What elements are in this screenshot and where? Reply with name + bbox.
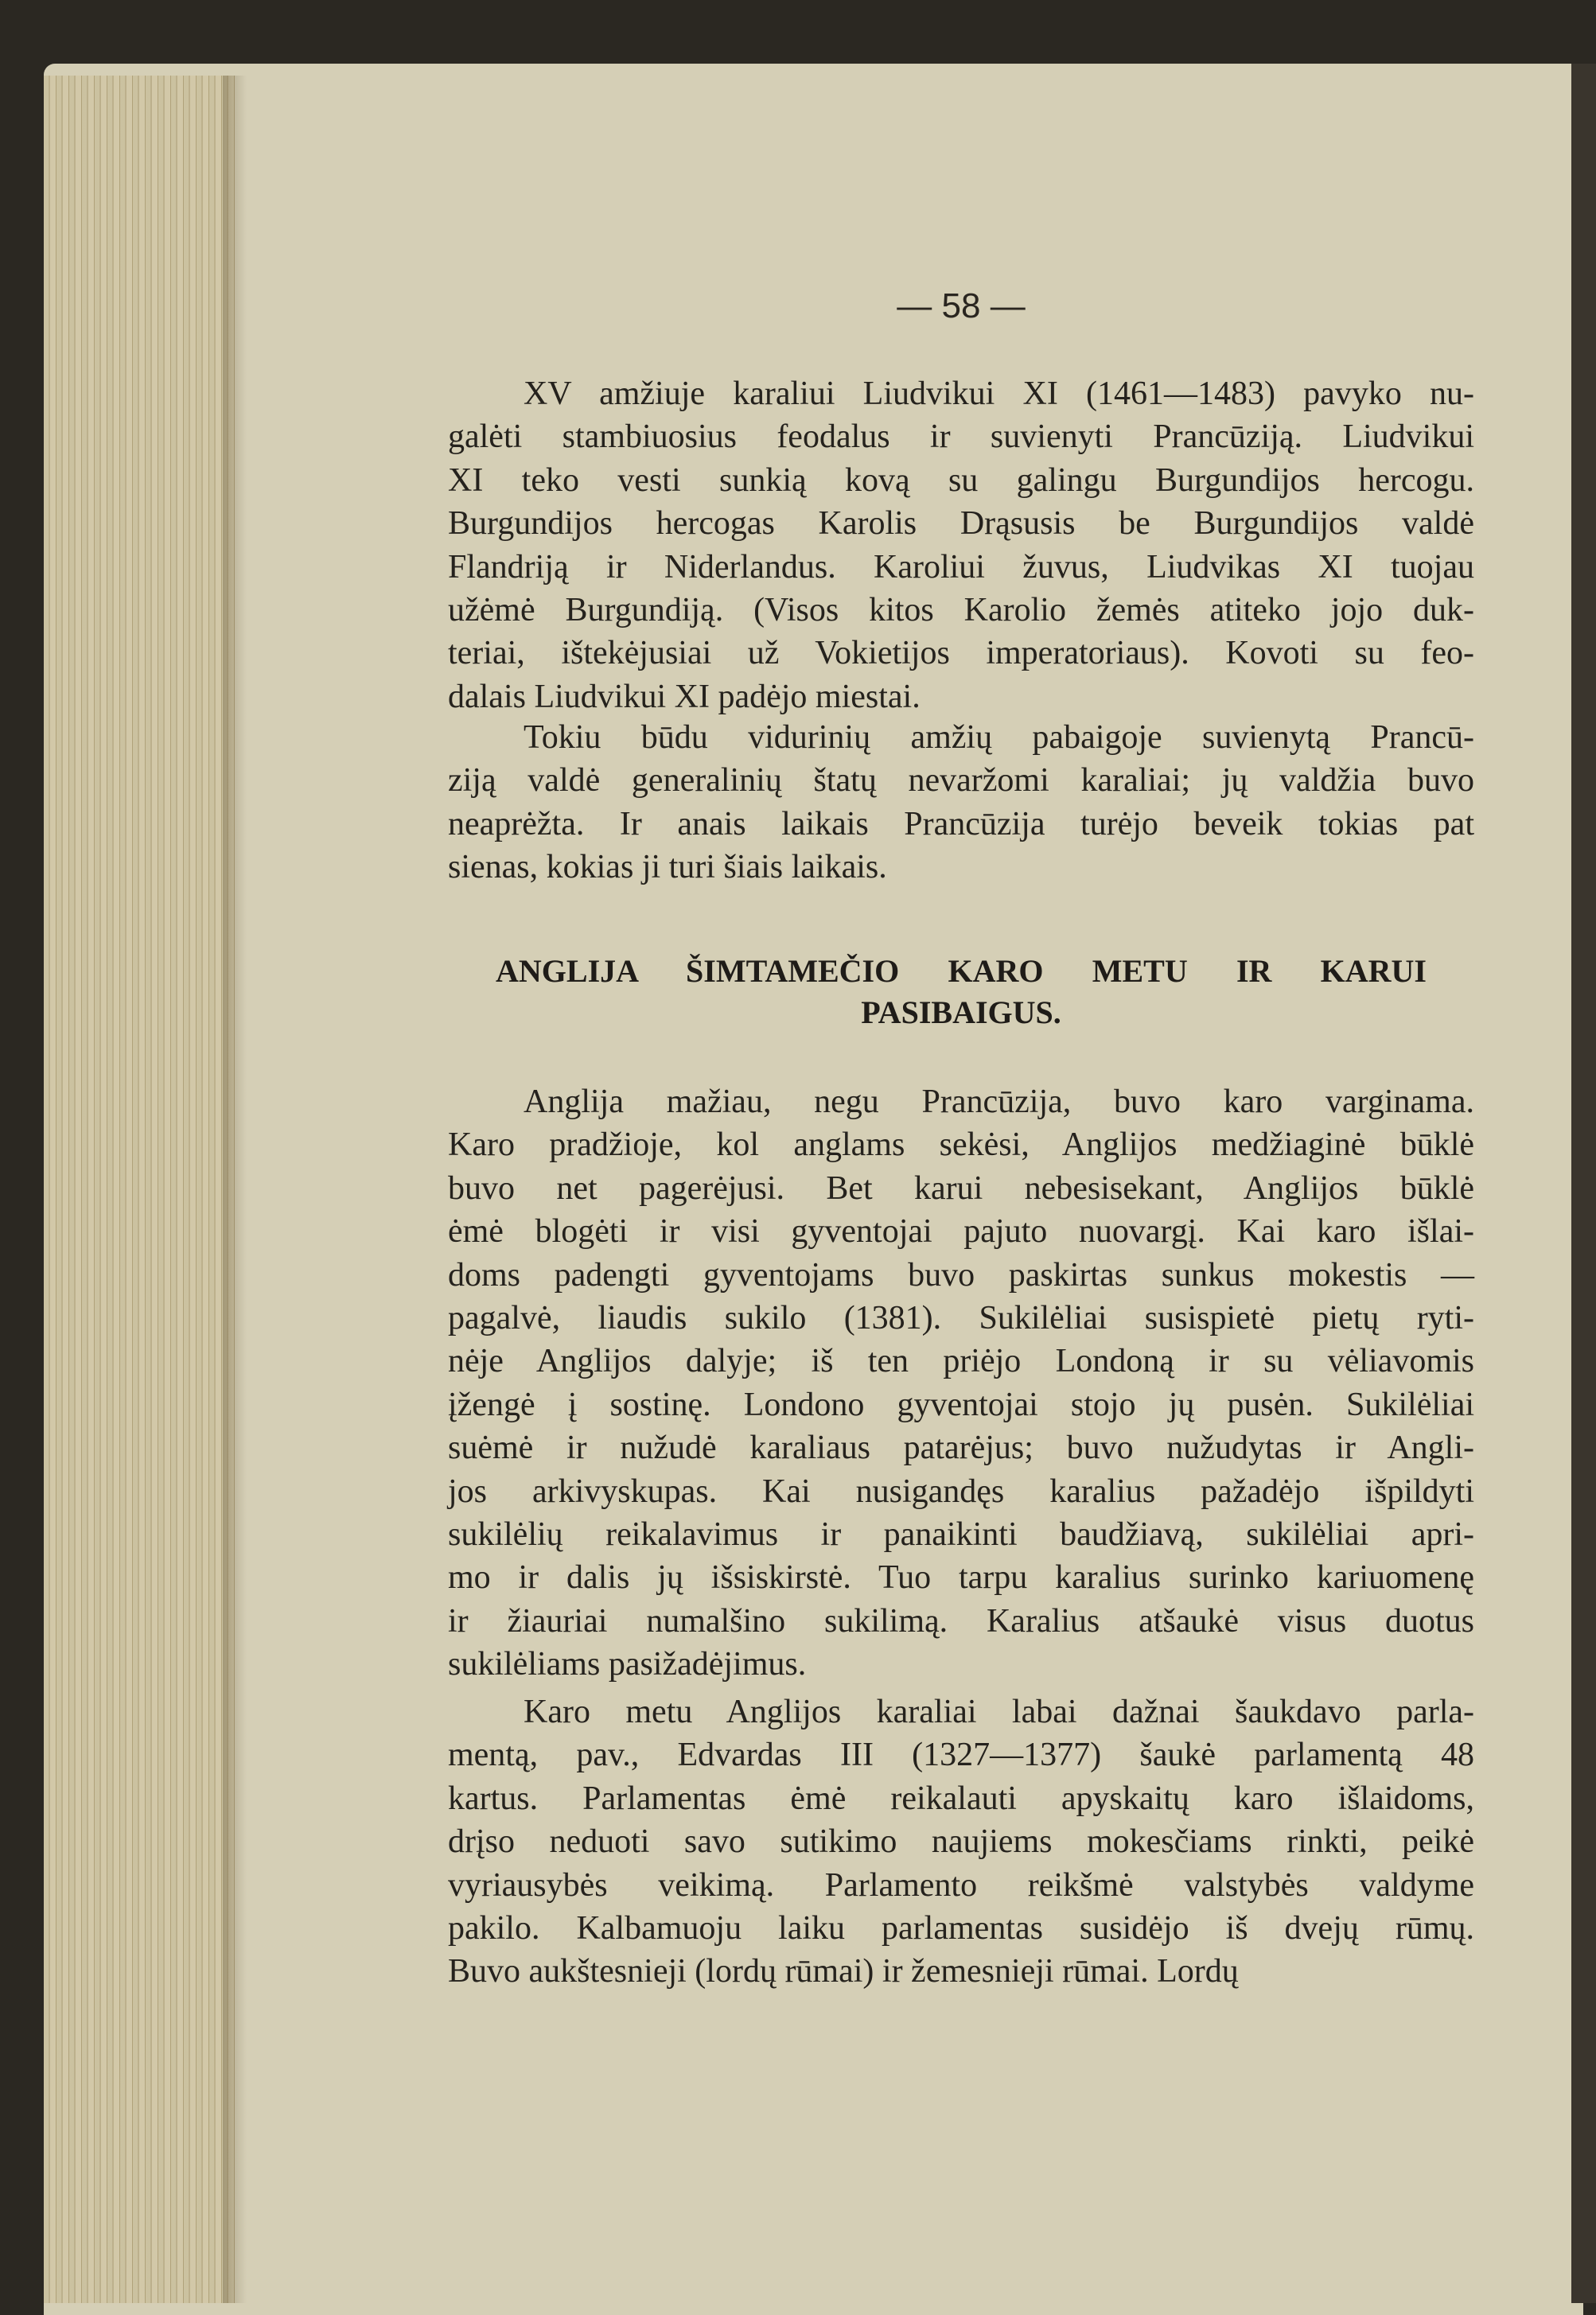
text-line: ėmė blogėti ir visi gyventojai pajuto nuovargį. Kai karo išlai- — [448, 1213, 1474, 1251]
text-line: mo ir dalis jų išsiskirstė. Tuo tarpu karalius surinko kariuomenę — [448, 1559, 1474, 1597]
text-line: užėmė Burgundiją. (Visos kitos Karolio žemės atiteko jojo duk- — [448, 592, 1474, 629]
paragraph-1 — [448, 372, 1474, 718]
text-line: buvo net pagerėjusi. Bet karui nebesisekant, Anglijos būklė — [448, 1169, 1474, 1207]
text-line: įžengė į sostinę. Londono gyventojai stojo jų pusėn. Sukilėliai — [448, 1386, 1474, 1423]
text-line: XI teko vesti sunkią kovą su galingu Burgundijos hercogu. — [448, 461, 1474, 499]
text-line: doms padengti gyventojams buvo paskirtas sunkus mokestis — — [448, 1256, 1474, 1294]
section-heading — [448, 951, 1474, 1033]
text-line: sienas, kokias ji turi šiais laikais. — [448, 849, 887, 886]
text-line: pakilo. Kalbamuoju laiku parlamentas susidėjo iš dvejų rūmų. — [448, 1910, 1474, 1947]
text-line: ziją valdė generalinių štatų nevaržomi karaliai; jų valdžia buvo — [448, 762, 1474, 800]
text-line: sukilėlių reikalavimus ir panaikinti baudžiavą, sukilėliai apri- — [448, 1516, 1474, 1554]
page-edge-stack — [44, 76, 235, 2303]
section-heading-line-2: PASIBAIGUS. — [861, 994, 1061, 1030]
text-line: neaprėžta. Ir anais laikais Prancūzija turėjo beveik tokias pat — [448, 805, 1474, 842]
text-line: drįso neduoti savo sutikimo naujiems mokesčiams rinkti, peikė — [448, 1823, 1474, 1861]
text-line: suėmė ir nužudė karaliaus patarėjus; buvo nužudytas ir Angli- — [448, 1430, 1474, 1467]
paragraph-3 — [448, 1080, 1474, 1687]
text-line: pagalvė, liaudis sukilo (1381). Sukilėliai susispietė pietų ryti- — [448, 1300, 1474, 1337]
paragraph-4 — [448, 1691, 1474, 1994]
text-line: Karo metu Anglijos karaliai labai dažnai šaukdavo parla- — [524, 1694, 1474, 1730]
text-line: teriai, ištekėjusiai už Vokietijos imperatoriaus). Kovoti su feo- — [448, 635, 1474, 672]
text-line: Tokiu būdu vidurinių amžių pabaigoje suvienytą Prancū- — [524, 719, 1474, 756]
scan-border — [1571, 64, 1596, 2303]
text-line: vyriausybės veikimą. Parlamento reikšmė valstybės valdyme — [448, 1866, 1474, 1904]
text-line: nėje Anglijos dalyje; iš ten priėjo Londoną ir su vėliavomis — [448, 1343, 1474, 1380]
section-heading-line-1: ANGLIJA ŠIMTAMEČIO KARO METU IR KARUI — [496, 953, 1427, 989]
page-number: — 58 — — [897, 286, 1026, 325]
text-line: jos arkivyskupas. Kai nusigandęs karalius pažadėjo išpildyti — [448, 1473, 1474, 1510]
text-line: Burgundijos hercogas Karolis Drąsusis be Burgundijos valdė — [448, 505, 1474, 543]
text-line: Karo pradžioje, kol anglams sekėsi, Anglijos medžiaginė būklė — [448, 1126, 1474, 1164]
text-line: XV amžiuje karaliui Liudvikui XI (1461—1483) pavyko nu- — [524, 375, 1474, 412]
text-line: ir žiauriai numalšino sukilimą. Karalius atšaukė visus duotus — [448, 1602, 1474, 1640]
text-line: kartus. Parlamentas ėmė reikalauti apyskaitų karo išlaidoms, — [448, 1780, 1474, 1817]
paragraph-2 — [448, 716, 1474, 889]
text-line: sukilėliams pasižadėjimus. — [448, 1646, 807, 1683]
text-line: galėti stambiuosius feodalus ir suvienyti Prancūziją. Liudvikui — [448, 418, 1474, 456]
text-line: dalais Liudvikui XI padėjo miestai. — [448, 678, 921, 715]
text-line: Anglija mažiau, negu Prancūzija, buvo karo varginama. — [524, 1084, 1474, 1120]
text-line: mentą, pav., Edvardas III (1327—1377) šaukė parlamentą 48 — [448, 1737, 1474, 1774]
gutter-shadow — [223, 76, 247, 2303]
text-line: Buvo aukštesnieji (lordų rūmai) ir žemesnieji rūmai. Lordų — [448, 1953, 1239, 1990]
text-line: Flandriją ir Niderlandus. Karoliui žuvus, Liudvikas XI tuojau — [448, 548, 1474, 586]
